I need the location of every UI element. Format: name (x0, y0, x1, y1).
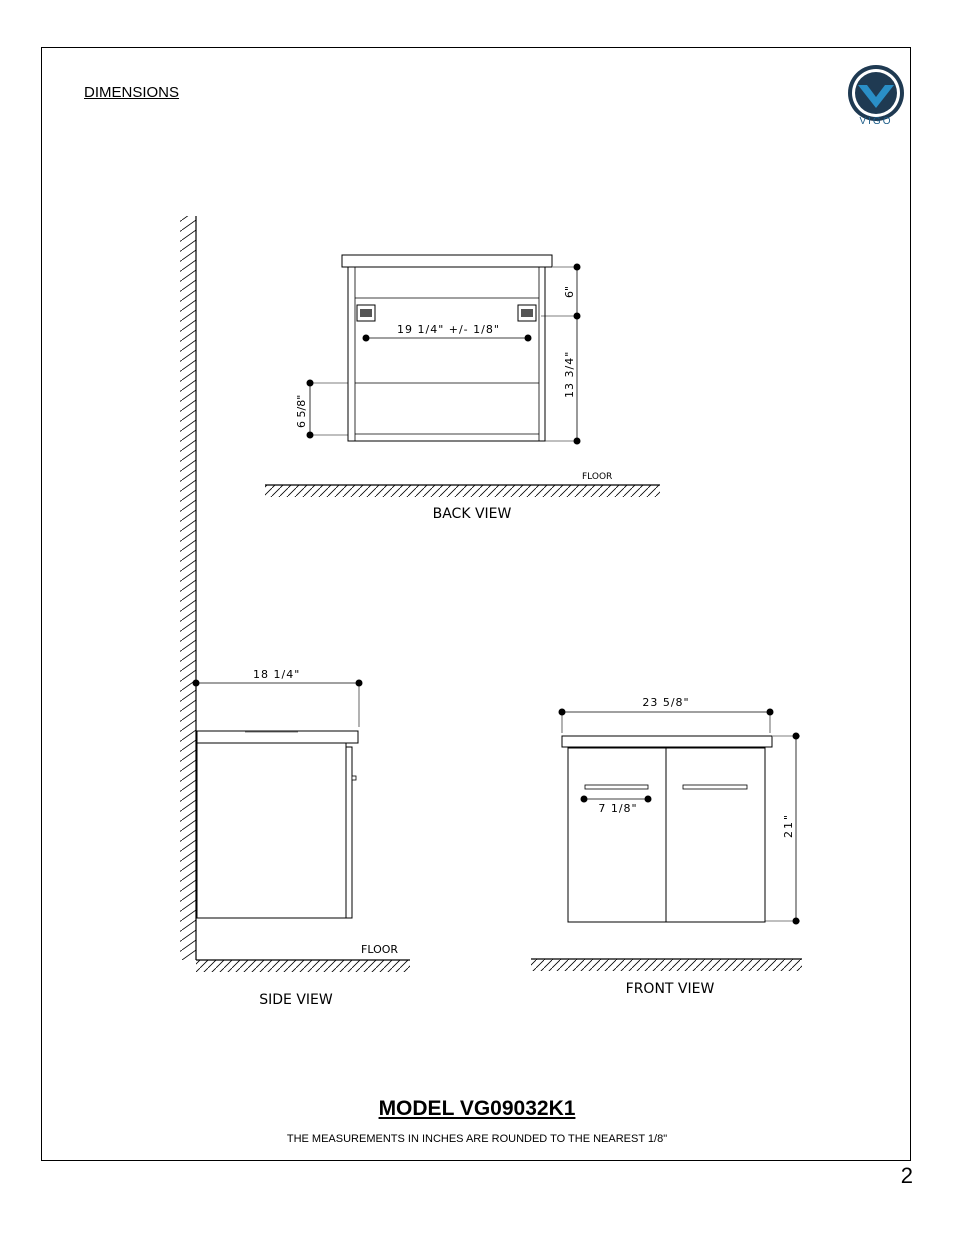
model-title (0, 1097, 954, 1121)
front-dim-handle: 7 1/8" (598, 802, 638, 815)
front-dim-width: 23 5/8" (642, 696, 690, 709)
front-dim-height: 21" (782, 812, 795, 838)
front-view-caption: FRONT VIEW (625, 981, 715, 997)
side-view-caption: SIDE VIEW (259, 992, 333, 1008)
back-view (265, 255, 660, 497)
measurement-note: THE MEASUREMENTS IN INCHES ARE ROUNDED TO THE NEAREST 1/8" (286, 1133, 668, 1145)
logo-text: VIGO (859, 116, 893, 127)
side-floor-label: FLOOR (361, 943, 399, 956)
back-dim-left: 6 5/8" (295, 394, 308, 428)
side-dim-depth: 18 1/4" (253, 668, 301, 681)
front-view (531, 709, 802, 972)
wall (180, 216, 196, 960)
back-dim-right: 13 3/4" (563, 350, 576, 398)
back-floor-label: FLOOR (582, 472, 613, 482)
side-view (193, 680, 411, 973)
page-title: DIMENSIONS (84, 84, 180, 101)
page-number: 2 (900, 1163, 913, 1188)
back-dim-top: 6" (563, 285, 576, 298)
back-view-caption: BACK VIEW (432, 506, 512, 522)
model-number: MODEL VG09032K1 (378, 1097, 576, 1120)
back-dim-width: 19 1/4" +/- 1/8" (397, 323, 500, 336)
